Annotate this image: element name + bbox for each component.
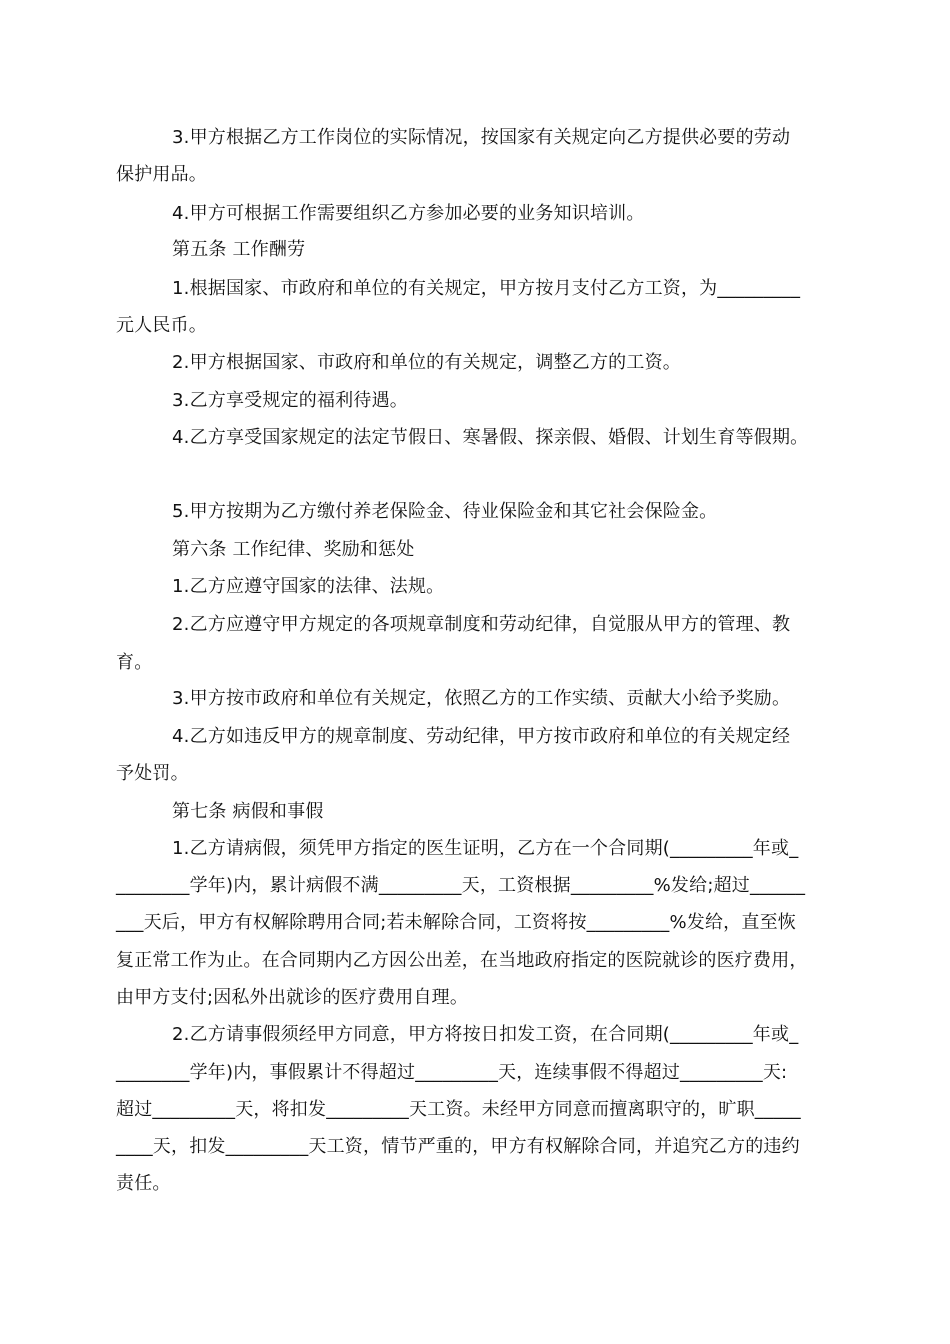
text-line: 3.甲方根据乙方工作岗位的实际情况，按国家有关规定向乙方提供必要的劳动 — [172, 127, 791, 148]
text-line: 由甲方支付;因私外出就诊的医疗费用自理。 — [116, 987, 469, 1008]
text-line: 予处罚。 — [116, 763, 189, 784]
section-heading: 第六条 工作纪律、奖励和惩处 — [172, 539, 415, 560]
text-line: 4.乙方如违反甲方的规章制度、劳动纪律，甲方按市政府和单位的有关规定经 — [172, 726, 791, 747]
text-line: 2.甲方根据国家、市政府和单位的有关规定，调整乙方的工资。 — [172, 352, 681, 373]
text-line: ____天，扣发_________天工资，情节严重的，甲方有权解除合同，并追究乙方的违约 — [116, 1136, 800, 1157]
section-heading: 第七条 病假和事假 — [172, 801, 324, 822]
text-line: 超过_________天，将扣发_________天工资。未经甲方同意而擅离职守的，旷职_____ — [116, 1099, 801, 1120]
text-line: ________学年)内，累计病假不满_________天，工资根据_________%发给;超过______ — [116, 875, 806, 896]
text-line: 复正常工作为止。在合同期内乙方因公出差，在当地政府指定的医院就诊的医疗费用， — [116, 950, 808, 971]
text-line: 育。 — [116, 652, 153, 673]
text-line: ________学年)内，事假累计不得超过_________天，连续事假不得超过_________天: — [116, 1062, 788, 1083]
text-line: 1.根据国家、市政府和单位的有关规定，甲方按月支付乙方工资，为_________ — [172, 278, 801, 299]
section-heading: 第五条 工作酬劳 — [172, 239, 306, 260]
text-line: 保护用品。 — [116, 164, 207, 185]
text-line: 2.乙方应遵守甲方规定的各项规章制度和劳动纪律，自觉服从甲方的管理、教 — [172, 614, 791, 635]
text-line: 2.乙方请事假须经甲方同意，甲方将按日扣发工资，在合同期(_________年或_ — [172, 1024, 799, 1045]
text-line: 元人民币。 — [116, 315, 207, 336]
text-line: 4.甲方可根据工作需要组织乙方参加必要的业务知识培训。 — [172, 203, 645, 224]
text-line: 5.甲方按期为乙方缴付养老保险金、待业保险金和其它社会保险金。 — [172, 501, 718, 522]
text-line: 责任。 — [116, 1173, 171, 1194]
text-line: 3.乙方享受规定的福利待遇。 — [172, 390, 408, 411]
text-line: 1.乙方应遵守国家的法律、法规。 — [172, 576, 445, 597]
text-line: 3.甲方按市政府和单位有关规定，依照乙方的工作实绩、贡献大小给予奖励。 — [172, 688, 791, 709]
text-line: 1.乙方请病假，须凭甲方指定的医生证明，乙方在一个合同期(_________年或_ — [172, 838, 799, 859]
text-line: ___天后，甲方有权解除聘用合同;若未解除合同，工资将按_________%发给，直至恢 — [116, 912, 796, 933]
text-line: 4.乙方享受国家规定的法定节假日、寒暑假、探亲假、婚假、计划生育等假期。 — [172, 427, 809, 448]
